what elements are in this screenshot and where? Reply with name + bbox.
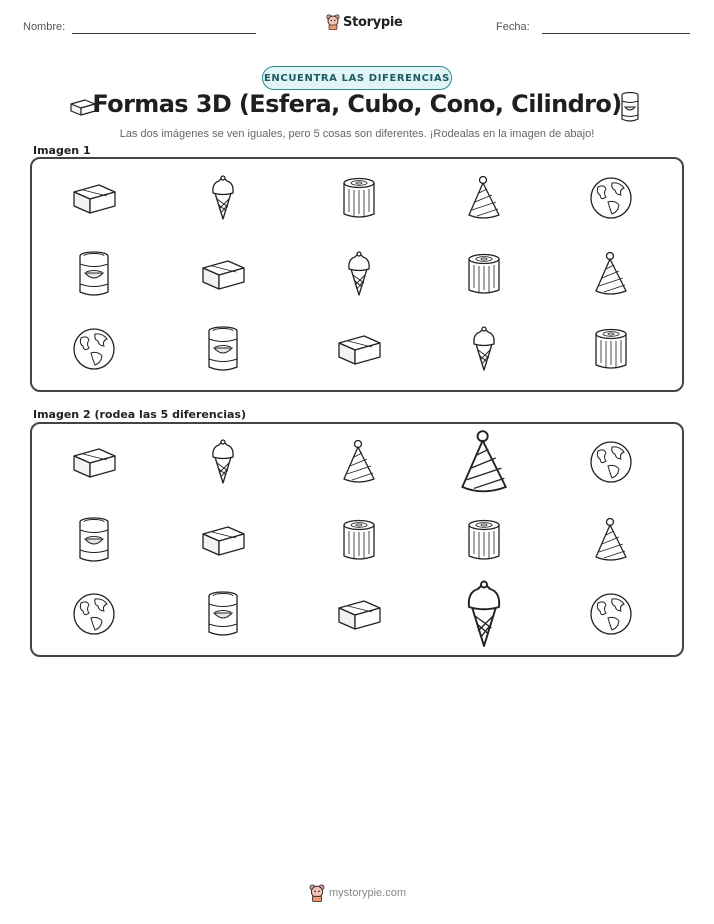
globe-icon [588, 591, 634, 637]
log-icon [466, 518, 502, 562]
party-hat-icon [593, 251, 629, 297]
footer [309, 884, 406, 902]
party-hat-icon [466, 175, 502, 221]
box-icon [200, 522, 246, 558]
name-label: Nombre: [23, 21, 66, 33]
box-icon [336, 596, 382, 632]
ice-cream-icon [209, 439, 237, 485]
image2-label: Imagen 2 (rodea las 5 diferencias) [33, 408, 247, 421]
box-icon [336, 331, 382, 367]
date-label: Fecha: [496, 21, 530, 33]
globe-icon [588, 439, 634, 485]
globe-icon [588, 175, 634, 221]
log-icon [341, 518, 377, 562]
ice-cream-icon [463, 580, 505, 649]
page-title: Formas 3D (Esfera, Cubo, Cono, Cilindro) [92, 90, 622, 118]
bear-logo-icon [326, 14, 340, 30]
party-hat-icon [458, 429, 510, 496]
log-icon [341, 176, 377, 220]
party-hat-icon [341, 439, 377, 485]
ice-cream-icon [470, 326, 498, 372]
box-icon [71, 444, 117, 480]
bear-logo-icon [309, 884, 325, 902]
name-field[interactable] [72, 33, 256, 34]
can-icon [206, 325, 240, 373]
globe-icon [71, 326, 117, 372]
footer-url: mystorypie.com [329, 887, 407, 899]
can-icon [619, 91, 641, 123]
box-icon [200, 256, 246, 292]
brand-logo [326, 14, 403, 30]
activity-badge: ENCUENTRA LAS DIFERENCIAS [262, 66, 452, 90]
image1-label: Imagen 1 [33, 144, 91, 157]
brand-name: Storypie [343, 14, 403, 30]
party-hat-icon [593, 517, 629, 563]
ice-cream-icon [345, 251, 373, 297]
log-icon [593, 327, 629, 371]
ice-cream-icon [209, 175, 237, 221]
date-field[interactable] [542, 33, 690, 34]
log-icon [466, 252, 502, 296]
can-icon [77, 250, 111, 298]
box-icon [71, 180, 117, 216]
instructions: Las dos imágenes se ven iguales, pero 5 cosas son diferentes. ¡Rodealas en la imagen de abajo! [119, 128, 595, 140]
globe-icon [71, 591, 117, 637]
can-icon [77, 516, 111, 564]
can-icon [206, 590, 240, 638]
